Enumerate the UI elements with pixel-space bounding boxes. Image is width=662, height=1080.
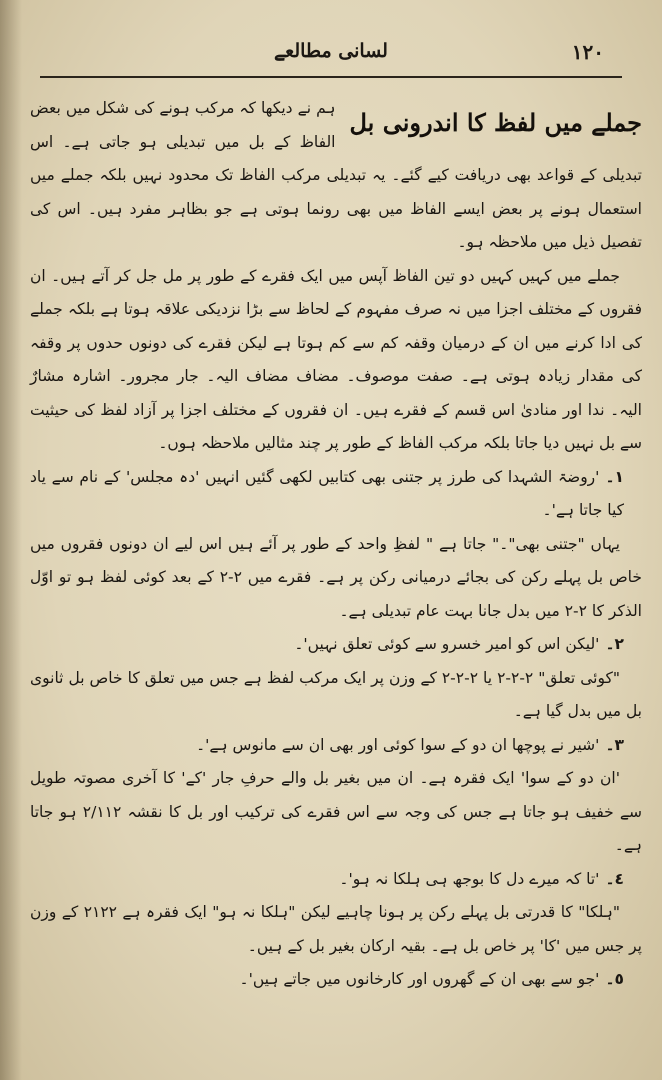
example-number: ٣۔ (605, 735, 624, 754)
page-body (30, 92, 642, 997)
example-quote: 'تا کہ میرے دل کا بوجھ ہی ہلکا نہ ہو'۔ (339, 869, 600, 888)
example-number: ١۔ (605, 467, 624, 486)
example-quote: 'شیر نے پوچھا ان دو کے سوا کوئی اور بھی ان سے مانوس ہے'۔ (196, 735, 600, 754)
paragraph-intro: ہم نے دیکھا کہ مرکب ہونے کی شکل میں بعض الفاظ کے بل میں تبدیلی ہو جاتی ہے۔ اس تبدیلی کے قواعد بھی دریافت کیے گئے۔ یہ تبدیلی مرکب الفاظ تک محدود نہیں بلکہ جملے میں استعمال ہونے پر بعض ایسے الفاظ میں بھی رونما ہوتی ہے جو بظاہر مفرد ہیں۔ اس کی تفصیل ذیل میں ملاحظہ ہو۔ (30, 99, 642, 251)
page-header (40, 36, 622, 70)
binding-shadow (0, 0, 22, 1080)
example-3-note: 'ان دو کے سوا' ایک فقرہ ہے۔ ان میں بغیر بل والے حرفِ جار 'کے' کا آخری مصوتہ طویل سے خفیف ہو جاتا ہے جس کی وجہ سے اس فقرے کی ترکیب اور بل کا نقشہ ٢/١١٢ ہو جاتا ہے۔ (30, 769, 642, 854)
example-number: ٤۔ (605, 869, 624, 888)
header-rule (40, 76, 622, 78)
example-1-note: یہاں "جتنی بھی"۔" جاتا ہے " لفظِ واحد کے طور پر آئے ہیں اس لیے ان دونوں فقروں میں خاص بل پہلے رکن کی بجائے درمیانی رکن پر ہے۔ فقرے میں ٢-٢ کے بعد کوئی لفظ ہو تو اوّل الذکر کا ٢-٢ میں بدل جانا بہت عام تبدیلی ہے۔ (30, 534, 642, 620)
example-4-quote (30, 863, 642, 897)
example-2-note: "کوئی تعلق" ٢-٢-٢ یا ٢-٢-٢ کے وزن پر ایک مرکب لفظ ہے جس میں تعلق کا خاص بل ثانوی بل میں بدل گیا ہے۔ (30, 668, 642, 720)
example-quote: 'روضۃ الشہدا کی طرز پر جتنی بھی کتابیں لکھی گئیں انہیں 'دہ مجلس' کے نام سے یاد کیا جاتا ہے'۔ (30, 467, 624, 519)
example-2-quote (30, 628, 642, 662)
example-3-quote (30, 729, 642, 763)
example-1-quote (30, 461, 642, 528)
example-number: ٢۔ (605, 635, 624, 653)
section-title: جملے میں لفظ کا اندرونی بل (349, 108, 642, 137)
example-4-note: "ہلکا" کا قدرتی بل پہلے رکن پر ہونا چاہیے لیکن "ہلکا نہ ہو" ایک فقرہ ہے ٢١٢٢ کے وزن پر جس میں 'کا' پر خاص بل ہے۔ بقیہ ارکان بغیر بل کے ہیں۔ (30, 903, 642, 955)
running-title: لسانی مطالعے (274, 40, 388, 62)
example-quote: 'لیکن اس کو امیر خسرو سے کوئی تعلق نہیں'۔ (294, 635, 600, 653)
example-quote: 'جو سے بھی ان کے گھروں اور کارخانوں میں جاتے ہیں'۔ (239, 970, 600, 988)
paragraph-phrases: جملے میں کہیں کہیں دو تین الفاظ آپس میں ایک فقرے کے طور پر مل جل کر آتے ہیں۔ ان فقروں کے مختلف اجزا میں نہ صرف مفہوم کے لحاظ سے بڑا نزدیکی علاقہ ہوتا ہے بلکہ جملے کی ادا کرنے میں ان کے درمیان وقفہ کم سے کم ہوتا ہے لیکن فقرے کی دونوں حدوں پر وقفہ کی مقدار زیادہ ہوتی ہے۔ صفت موصوف۔ مضاف مضاف الیہ۔ جار مجرور۔ اشارہ مشارٌ الیہ۔ ندا اور منادیٰ اس قسم کے فقرے ہیں۔ ان فقروں کے مختلف اجزا پر آزاد لفظ کی حیثیت سے بل نہیں دیا جاتا بلکہ مرکب الفاظ کے طور پر چند مثالیں ملاحظہ ہوں۔ (30, 266, 642, 452)
page-number: ١٢٠ (571, 40, 604, 64)
example-number: ٥۔ (605, 970, 624, 988)
example-5-quote (30, 963, 642, 997)
